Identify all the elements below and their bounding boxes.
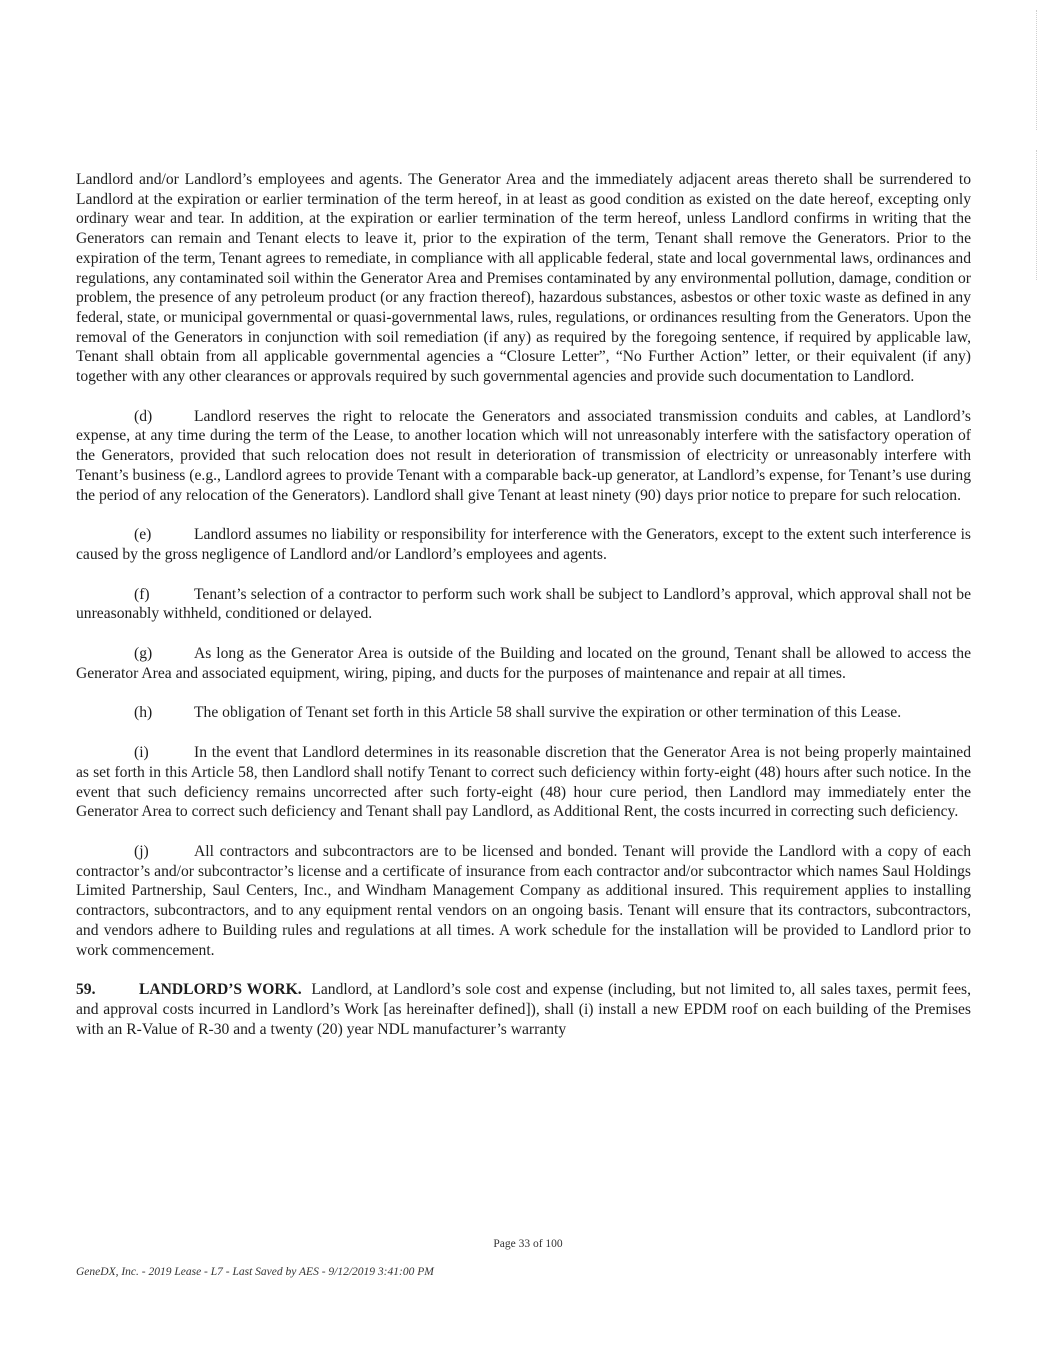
subsection-text: Landlord reserves the right to relocate the Generators and associated transmission conduits and cables, at Landlord’s expense, at any time during the term of the Lease, to another location which will not unreasonably interfere with the satisfactory operation of the Generators, provided that such relocation does not result in deterioration of transmission of electricity or unreasonably interfere with Tenant’s business (e.g., Landlord agrees to provide Tenant with a comparable back-up generator, at Landlord’s expense, for Tenant’s use during the period of any relocation of the Generators). Landlord shall give Tenant at least ninety (90) days prior notice to prepare for such relocation. — [76, 407, 971, 504]
page-number: Page 33 of 100 — [493, 1238, 563, 1250]
subsection-label: (i) — [134, 744, 149, 762]
subsection-label: (h) — [134, 704, 153, 722]
document-footer: GeneDX, Inc. - 2019 Lease - L7 - Last Saved by AES - 9/12/2019 3:41:00 PM — [76, 1266, 434, 1278]
section-title: LANDLORD’S WORK. — [139, 981, 302, 999]
subsection-j — [76, 842, 971, 960]
subsection-text: The obligation of Tenant set forth in this Article 58 shall survive the expiration or other termination of this Lease. — [194, 704, 902, 722]
subsection-text: As long as the Generator Area is outside of the Building and located on the ground, Tenant shall be allowed to access the Generator Area and associated equipment, wiring, piping, and ducts for the purposes of maintenance and repair at all times. — [76, 645, 971, 682]
subsection-i — [76, 743, 971, 822]
subsection-label: (f) — [134, 585, 150, 603]
subsection-g — [76, 644, 971, 683]
subsection-label: (d) — [134, 407, 153, 425]
section-59 — [76, 980, 971, 1039]
subsection-h — [76, 703, 971, 723]
subsection-text: Landlord assumes no liability or responsibility for interference with the Generators, except to the extent such interference is caused by the gross negligence of Landlord and/or Landlord’s employees and agents. — [76, 526, 971, 563]
document-body — [76, 170, 971, 1039]
subsection-f — [76, 585, 971, 624]
scan-artifact — [1036, 150, 1038, 280]
section-text: Landlord, at Landlord’s sole cost and expense (including, but not limited to, all sales taxes, permit fees, and approval costs incurred in Landlord’s Work [as hereinafter defined]), shall (i) install a new EPDM roof on each building of the Premises with an R-Value of R-30 and a twenty (20) year NDL manufacturer’s warranty — [76, 981, 972, 1038]
scan-artifact — [1036, 10, 1038, 130]
subsection-d — [76, 407, 971, 506]
subsection-text: In the event that Landlord determines in its reasonable discretion that the Generator Area is not being properly maintained as set forth in this Article 58, then Landlord shall notify Tenant to correct such deficiency within forty-eight (48) hours after such notice. In the event that such deficiency remains uncorrected after such forty-eight (48) hour cure period, then Landlord may immediately enter the Generator Area to correct such deficiency and Tenant shall pay Landlord, as Additional Rent, the costs incurred in correcting such deficiency. — [76, 744, 971, 821]
subsection-label: (g) — [134, 645, 153, 663]
paragraph-continued: Landlord and/or Landlord’s employees and agents. The Generator Area and the immediately adjacent areas thereto shall be surrendered to Landlord at the expiration or earlier termination of the term hereof, in at least as good condition as existed on the date hereof, excepting only ordinary wear and tear. In addition, at the expiration or earlier termination of the term hereof, unless Landlord confirms in writing that the Generators can remain and Tenant elects to leave it, prior to the expiration of the term, Tenant shall remove the Generators. Prior to the expiration of the term, Tenant agrees to remediate, in compliance with all applicable federal, state and local governmental laws, ordinances and regulations, any contaminated soil within the Generator Area and Premises contaminated by any environmental pollution, damage, condition or problem, the presence of any petroleum product (or any fraction thereof), hazardous substances, asbestos or other toxic waste as defined in any federal, state, or municipal governmental or quasi-governmental laws, rules, regulations, or ordinances resulting from the Generators. Upon the removal of the Generators in conjunction with soil remediation (if any) as required by the foregoing sentence, if required by applicable law, Tenant shall obtain from all applicable governmental agencies a “Closure Letter”, “No Further Action” letter, or their equivalent (if any) together with any other clearances or approvals required by such governmental agencies and provide such documentation to Landlord. — [76, 171, 971, 386]
subsection-text: All contractors and subcontractors are to be licensed and bonded. Tenant will provide the Landlord with a copy of each contractor’s and/or subcontractor’s license and a certificate of insurance from each contractor and/or subcontractor which names Saul Holdings Limited Partnership, Saul Centers, Inc., and Windham Management Company as additional insured. This requirement applies to installing contractors, subcontractors, and to any equipment rental vendors on an ongoing basis. Tenant will ensure that its contractors, subcontractors, and vendors adhere to Building rules and regulations at all times. A work schedule for the installation will be provided to Landlord prior to work commencement. — [76, 842, 971, 959]
subsection-text: Tenant’s selection of a contractor to perform such work shall be subject to Landlord’s approval, which approval shall not be unreasonably withheld, conditioned or delayed. — [76, 585, 971, 623]
subsection-label: (j) — [134, 842, 149, 860]
subsection-label: (e) — [134, 526, 152, 544]
subsection-e — [76, 525, 971, 564]
section-number: 59. — [76, 981, 96, 999]
